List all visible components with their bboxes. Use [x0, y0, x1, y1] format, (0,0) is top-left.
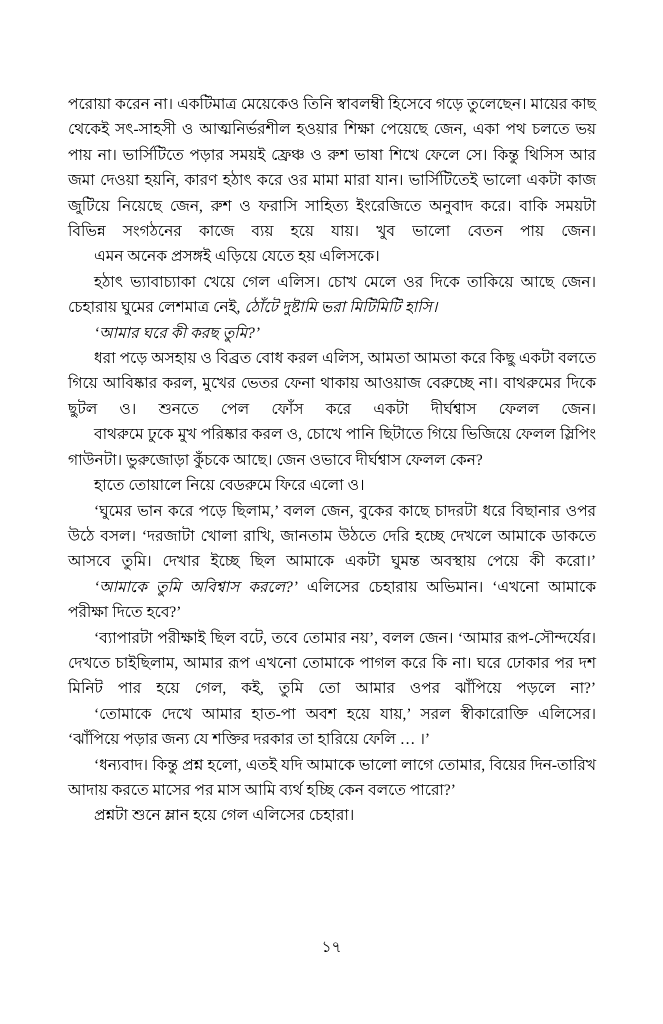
paragraph	[68, 270, 596, 321]
paragraph	[68, 321, 596, 346]
paragraph	[68, 473, 596, 498]
paragraph	[68, 346, 596, 422]
paragraph	[68, 244, 596, 269]
text-run: ধরা পড়ে অসহায় ও বিব্রত বোধ করল এলিস, আমতা আমতা করে কিছু একটা বলতে গিয়ে আবিষ্কার করল, মুখের ভেতর ফেনা থাকায় আওয়াজ বেরুচ্ছে না। বাথরুমের দিকে ছুটল ও। শুনতে পেল ফোঁস করে একটা দীর্ঘশ্বাস ফেলল জেন।	[68, 350, 596, 418]
text-run: ‘ঘুমের ভান করে পড়ে ছিলাম,’ বলল জেন, বুকের কাছে চাদরটা ধরে বিছানার ওপর উঠে বসল। ‘দরজাটা খোলা রাখি, জানতাম উঠতে দেরি হচ্ছে দেখলে আমাকে ডাকতে আসবে তুমি। দেখার ইচ্ছে ছিল আমাকে একটা ঘুমন্ত অবস্থায় পেয়ে কী করো।’	[68, 502, 596, 571]
text-run-italic: ঠোঁটে দুষ্টামি ভরা মিটিমিটি হাসি।	[244, 299, 438, 317]
paragraph	[68, 575, 596, 626]
paragraph	[68, 626, 596, 702]
text-run: প্রশ্নটা শুনে ম্লান হয়ে গেল এলিসের চেহারা।	[94, 807, 355, 825]
text-run: ‘তোমাকে দেখে আমার হাত-পা অবশ হয়ে যায়,’ সরল স্বীকারোক্তি এলিসের। ‘ঝাঁপিয়ে পড়ার জন্য যে শক্তির দরকার তা হারিয়ে ফেলি … ।’	[68, 705, 596, 749]
text-run: হাতে তোয়ালে নিয়ে বেডরুমে ফিরে এলো ও।	[94, 477, 365, 495]
paragraph	[68, 92, 596, 244]
paragraph	[68, 702, 596, 753]
paragraph	[68, 753, 596, 804]
paragraph	[68, 422, 596, 473]
text-run-italic: ‘আমার ঘরে কী করছ তুমি?’	[94, 324, 260, 342]
page-number: ১৭	[321, 939, 342, 956]
text-run: বাথরুমে ঢুকে মুখ পরিষ্কার করল ও, চোখে পানি ছিটাতে গিয়ে ভিজিয়ে ফেলল স্লিপিং গাউনটা। ভুরুজোড়া কুঁচকে আছে। জেন ওভাবে দীর্ঘশ্বাস ফেলল কেন?	[68, 426, 596, 469]
text-run: ‘ধন্যবাদ। কিন্তু প্রশ্ন হলো, এতই যদি আমাকে ভালো লাগে তোমার, বিয়ের দিন-তারিখ আদায় করতে মাসের পর মাস আমি ব্যর্থ হচ্ছি কেন বলতে পারো?’	[68, 756, 596, 799]
paragraph	[68, 803, 596, 828]
text-run: হঠাৎ ভ্যাবাচ্যাকা খেয়ে গেল এলিস। চোখ মেলে ওর দিকে তাকিয়ে আছে জেন। চেহারায় ঘুমের লেশমাত্র নেই,	[68, 273, 596, 317]
paragraph	[68, 499, 596, 575]
text-run-italic: ‘আমাকে তুমি অবিশ্বাস করলে?’	[94, 578, 298, 596]
text-run: পরোয়া করেন না। একটিমাত্র মেয়েকেও তিনি স্বাবলম্বী হিসেবে গড়ে তুলেছেন। মায়ের কাছ থেকেই সৎ-সাহসী ও আত্মনির্ভরশীল হওয়ার শিক্ষা পেয়েছে জেন, একা পথ চলতে ভয় পায় না। ভার্সিটিতে পড়ার সময়ই ফ্রেঞ্চ ও রুশ ভাষা শিখে ফেলে সে। কিন্তু থিসিস আর জমা দেওয়া হয়নি, কারণ হঠাৎ করে ওর মামা মারা যান। ভার্সিটিতেই ভালো একটা কাজ জুটিয়ে নিয়েছে জেন, রুশ ও ফরাসি সাহিত্য ইংরেজিতে অনুবাদ করে। বাকি সময়টা বিভিন্ন সংগঠনের কাজে ব্যয় হয়ে যায়। খুব ভালো বেতন পায় জেন।	[68, 96, 596, 241]
text-run: ‘ব্যাপারটা পরীক্ষাই ছিল বটে, তবে তোমার নয়’, বলল জেন। ‘আমার রূপ-সৌন্দর্যের। দেখতে চাইছিলাম, আমার রূপ এখনো তোমাকে পাগল করে কি না। ঘরে ঢোকার পর দশ মিনিট পার হয়ে গেল, কই, তুমি তো আমার ওপর ঝাঁপিয়ে পড়লে না?’	[68, 629, 596, 698]
text-run: এলিসের চেহারায় অভিমান। ‘এখনো আমাকে পরীক্ষা দিতে হবে?’	[68, 578, 596, 622]
body-text-block	[68, 92, 596, 829]
text-run: এমন অনেক প্রসঙ্গই এড়িয়ে যেতে হয় এলিসকে।	[94, 248, 380, 266]
